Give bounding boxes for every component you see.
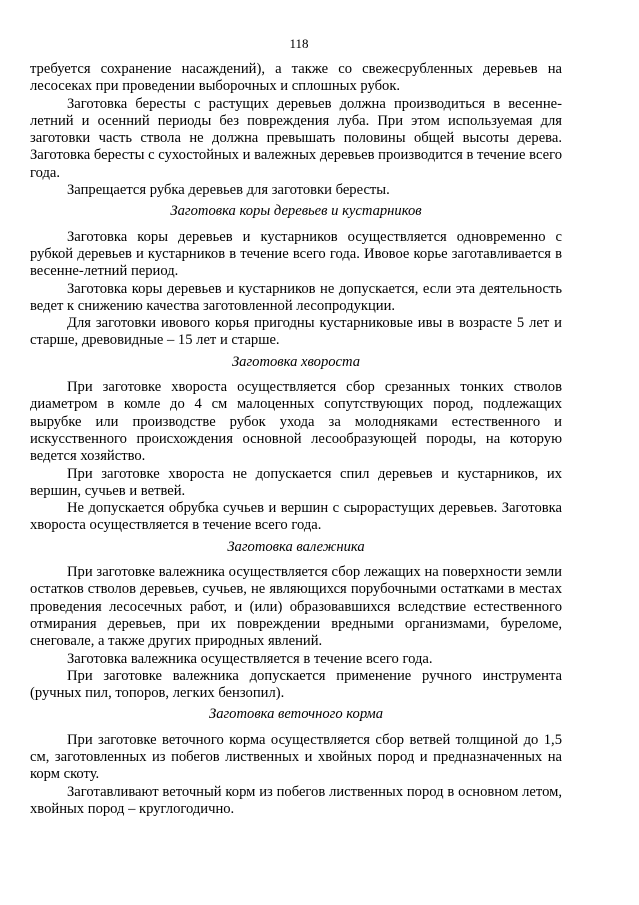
paragraph-deadwood-season: Заготовка валежника осуществляется в течение всего года.	[67, 650, 433, 667]
paragraph-brushwood-restriction: При заготовке хвороста не допускается спил деревьев и кустарников, их вершин, сучьев и ветвей.	[30, 465, 562, 499]
paragraph-willow-bark: Для заготовки ивового корья пригодны кустарниковые ивы в возрасте 5 лет и старше, древовидные – 15 лет и старше.	[30, 315, 562, 349]
paragraph-bark-restriction: Заготовка коры деревьев и кустарников не допускается, если эта деятельность ведет к снижению качества заготовленной лесопродукции.	[30, 280, 562, 314]
paragraph-birch-bark-continued: требуется сохранение насаждений), а также со свежесрубленных деревьев на лесосеках при проведении выборочных и сплошных рубок.	[30, 61, 562, 95]
section-heading-brushwood: Заготовка хвороста	[231, 353, 361, 370]
paragraph-birch-bark-prohibition: Запрещается рубка деревьев для заготовки бересты.	[67, 182, 390, 199]
paragraph-bark-harvest: Заготовка коры деревьев и кустарников осуществляется одновременно с рубкой деревьев и кустарников в течение всего года. Ивовое корье заготавливается в весенне-летний период.	[30, 228, 562, 280]
document-page	[30, 36, 562, 818]
paragraph-deadwood-collection: При заготовке валежника осуществляется сбор лежащих на поверхности земли остатков стволов деревьев, сучьев, не являющихся порубочными остатками в местах проведения лесосечных работ, и (или) образовавшихся вследствие естественного отмирания деревьев, при их повреждении вредными организмами, буреломе, снеговале, а также других природных явлений.	[30, 564, 562, 650]
paragraph-birch-bark-harvest: Заготовка бересты с растущих деревьев должна производиться в весенне-летний и осенний периоды без повреждения луба. При этом используемая для заготовки часть ствола не должна превышать половины общей высоты дерева. Заготовка бересты с сухостойных и валежных деревьев производится в течение всего года.	[30, 95, 562, 181]
section-heading-twig-fodder: Заготовка веточного корма	[208, 706, 384, 723]
paragraph-twig-fodder-season: Заготавливают веточный корм из побегов лиственных пород в основном летом, хвойных пород – круглогодично.	[30, 783, 562, 817]
section-heading-bark: Заготовка коры деревьев и кустарников	[170, 203, 422, 220]
paragraph-brushwood-collection: При заготовке хвороста осуществляется сбор срезанных тонких стволов диаметром в комле до 4 см малоценных сопутствующих пород, подлежащих вырубке или производстве рубок ухода за молодняками естественного и искусственного происхождения основной лесообразующей породы, на которую ведется хозяйство.	[30, 379, 562, 465]
section-heading-deadwood: Заготовка валежника	[227, 538, 365, 555]
page-number: 118	[289, 36, 309, 51]
paragraph-deadwood-tools: При заготовке валежника допускается применение ручного инструмента (ручных пил, топоров, легких бензопил).	[30, 667, 562, 702]
paragraph-brushwood-season: Не допускается обрубка сучьев и вершин с сырорастущих деревьев. Заготовка хвороста осуществляется в течение всего года.	[30, 500, 562, 534]
paragraph-twig-fodder-collection: При заготовке веточного корма осуществляется сбор ветвей толщиной до 1,5 см, заготовленных из побегов лиственных и хвойных пород и предназначенных на корм скоту.	[30, 731, 562, 783]
